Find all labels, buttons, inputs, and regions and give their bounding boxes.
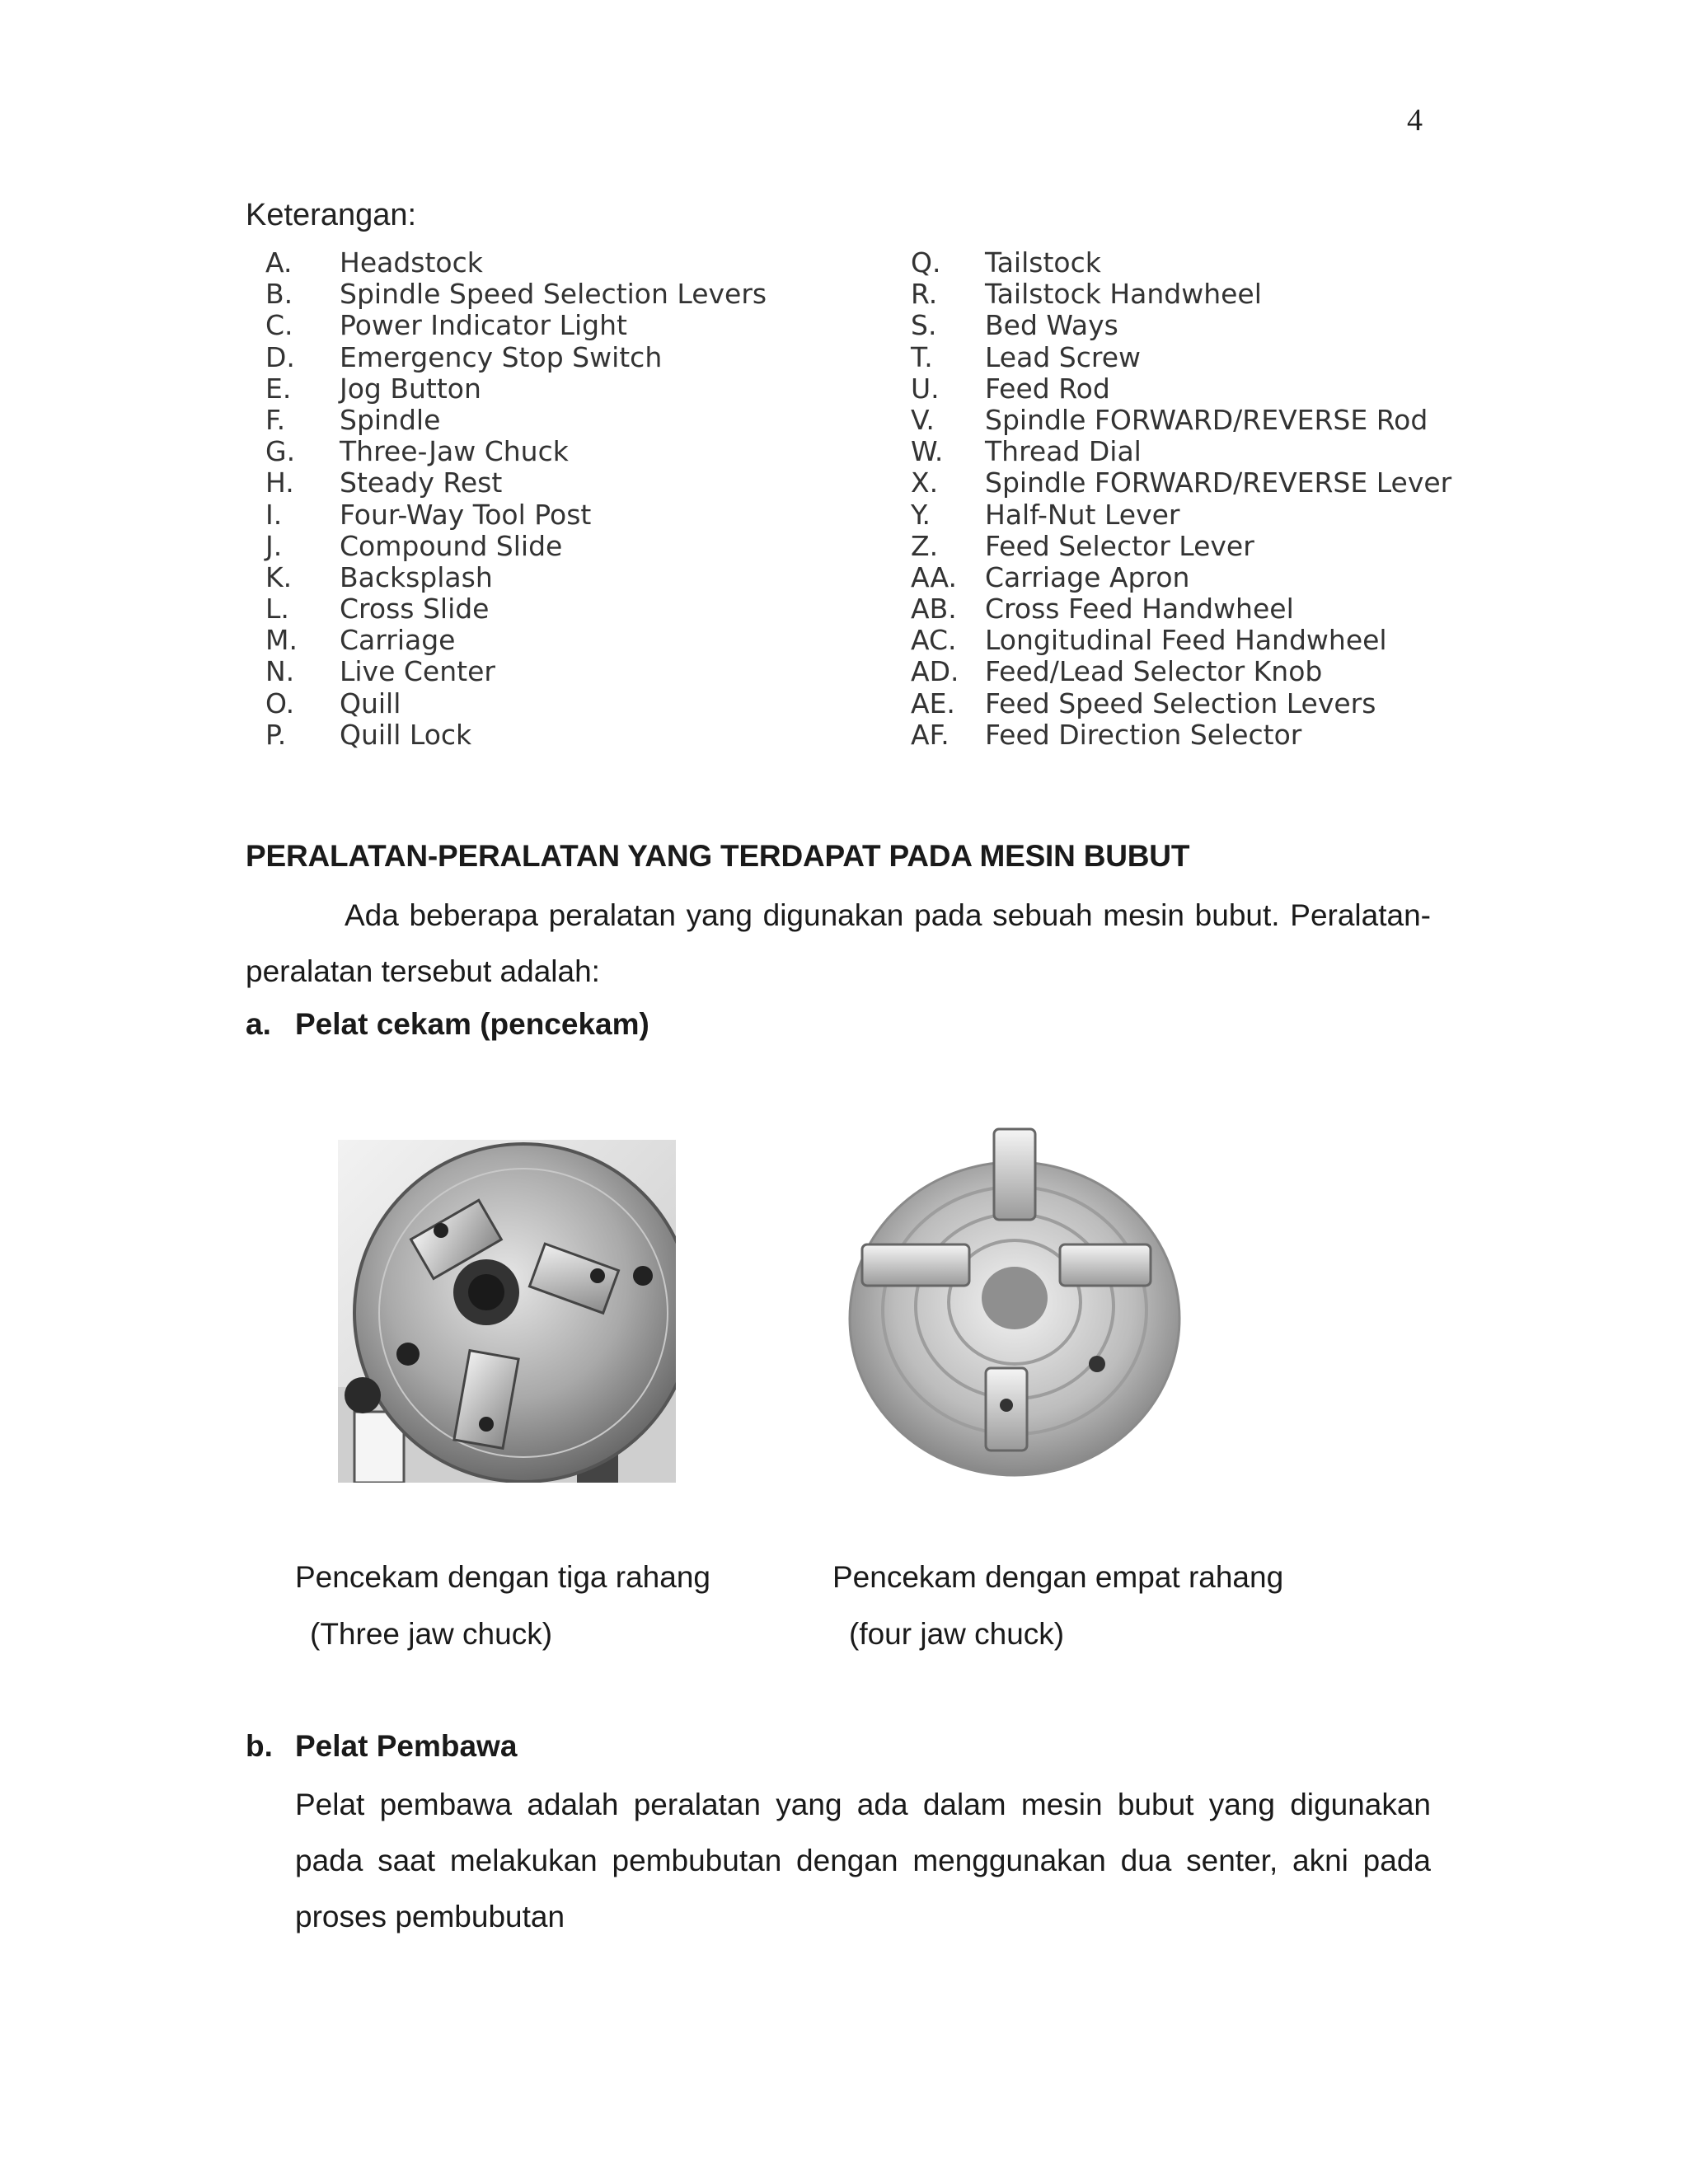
- pelat-pembawa-paragraph: Pelat pembawa adalah peralatan yang ada dalam mesin bubut yang digunakan pada saat melakukan pembubutan dengan menggunakan dua senter, akni pada proses pembubutan: [295, 1788, 1431, 1933]
- legend-row: [911, 373, 1451, 405]
- legend-label: Cross Feed Handwheel: [985, 593, 1294, 626]
- legend-label: Spindle FORWARD/REVERSE Rod: [985, 403, 1428, 436]
- legend-label: Spindle: [340, 403, 441, 436]
- list-item-title: Pelat cekam (pencekam): [295, 1007, 649, 1041]
- legend-letter: L.: [265, 593, 289, 626]
- legend-letter: AC.: [911, 624, 957, 657]
- legend-row: [911, 436, 1451, 467]
- legend-label: Compound Slide: [340, 529, 563, 562]
- legend-label: Emergency Stop Switch: [340, 340, 663, 373]
- legend-label: Feed Direction Selector: [985, 718, 1302, 751]
- legend-right-column: [911, 247, 1451, 751]
- legend-label: Lead Screw: [985, 340, 1141, 373]
- list-item-b: [246, 1729, 517, 1764]
- legend-row: [265, 310, 767, 341]
- legend-letter: AA.: [911, 560, 957, 593]
- legend-left-column: [265, 247, 767, 751]
- legend-letter: M.: [265, 624, 298, 657]
- legend-row: [265, 467, 767, 499]
- legend-row: [911, 593, 1451, 625]
- legend-letter: W.: [911, 435, 944, 468]
- legend-label: Jog Button: [340, 372, 481, 405]
- legend-letter: K.: [265, 560, 293, 593]
- legend-letter: Y.: [911, 498, 931, 531]
- legend-letter: Z.: [911, 529, 939, 562]
- legend-letter: D.: [265, 340, 295, 373]
- legend-label: Carriage: [340, 624, 456, 657]
- caption-three-jaw: Pencekam dengan tiga rahang: [295, 1560, 710, 1594]
- legend-letter: Q.: [911, 246, 941, 279]
- legend-row: [265, 373, 767, 405]
- legend-letter: G.: [265, 435, 296, 468]
- legend-row: [265, 688, 767, 719]
- legend-row: [911, 531, 1451, 562]
- legend-letter: O.: [265, 687, 295, 719]
- legend-label: Feed Rod: [985, 372, 1110, 405]
- legend-letter: P.: [265, 718, 287, 751]
- legend-letter: I.: [265, 498, 283, 531]
- page-number: 4: [1407, 103, 1423, 138]
- list-item-title: Pelat Pembawa: [295, 1729, 518, 1763]
- caption-three-jaw-english: (Three jaw chuck): [310, 1617, 553, 1651]
- legend-letter: J.: [265, 529, 283, 562]
- legend-row: [265, 405, 767, 436]
- legend-row: [265, 656, 767, 687]
- legend-row: [911, 656, 1451, 687]
- legend-label: Headstock: [340, 246, 483, 279]
- legend-letter: S.: [911, 309, 937, 342]
- legend-label: Quill: [340, 687, 401, 719]
- legend-row: [265, 625, 767, 656]
- legend-letter: F.: [265, 403, 286, 436]
- legend-row: [911, 279, 1451, 310]
- legend-letter: AD.: [911, 655, 959, 688]
- legend-label: Carriage Apron: [985, 560, 1190, 593]
- legend-row: [911, 688, 1451, 719]
- legend-letter: AF.: [911, 718, 950, 751]
- section-heading: PERALATAN-PERALATAN YANG TERDAPAT PADA MESIN BUBUT: [246, 839, 1190, 873]
- legend-letter: B.: [265, 278, 293, 311]
- legend-label: Tailstock: [985, 246, 1101, 279]
- legend-label: Quill Lock: [340, 718, 472, 751]
- legend-label: Feed Selector Lever: [985, 529, 1254, 562]
- legend-row: [911, 467, 1451, 499]
- legend-label: Three-Jaw Chuck: [340, 435, 569, 468]
- legend-letter: AE.: [911, 687, 955, 719]
- legend-label: Feed/Lead Selector Knob: [985, 655, 1323, 688]
- legend-label: Steady Rest: [340, 466, 503, 499]
- legend-letter: E.: [265, 372, 292, 405]
- caption-four-jaw: Pencekam dengan empat rahang: [832, 1560, 1284, 1594]
- legend-label: Cross Slide: [340, 593, 490, 626]
- legend-label: Bed Ways: [985, 309, 1118, 342]
- legend-row: [265, 531, 767, 562]
- legend-row: [911, 342, 1451, 373]
- legend-label: Backsplash: [340, 560, 493, 593]
- legend-letter: T.: [911, 340, 933, 373]
- legend-letter: AB.: [911, 593, 957, 626]
- legend-label: Tailstock Handwheel: [985, 278, 1262, 311]
- legend-row: [265, 499, 767, 531]
- caption-four-jaw-english: (four jaw chuck): [849, 1617, 1065, 1651]
- list-marker: b.: [246, 1729, 273, 1763]
- legend-letter: R.: [911, 278, 938, 311]
- keterangan-label: Keterangan:: [246, 198, 417, 232]
- legend-row: [911, 310, 1451, 341]
- legend-label: Spindle FORWARD/REVERSE Lever: [985, 466, 1452, 499]
- legend-label: Half-Nut Lever: [985, 498, 1180, 531]
- legend-letter: H.: [265, 466, 294, 499]
- four-jaw-chuck-image: [837, 1121, 1192, 1492]
- legend-row: [911, 499, 1451, 531]
- legend-row: [265, 247, 767, 279]
- legend-row: [911, 562, 1451, 593]
- list-marker: a.: [246, 1007, 271, 1041]
- legend-row: [265, 342, 767, 373]
- legend-row: [265, 719, 767, 751]
- legend-row: [265, 593, 767, 625]
- legend-row: [911, 247, 1451, 279]
- list-item-a: [246, 1007, 649, 1042]
- legend-label: Spindle Speed Selection Levers: [340, 278, 767, 311]
- legend-row: [911, 719, 1451, 751]
- legend-row: [265, 436, 767, 467]
- legend-letter: A.: [265, 246, 293, 279]
- legend-label: Feed Speed Selection Levers: [985, 687, 1376, 719]
- legend-letter: X.: [911, 466, 939, 499]
- three-jaw-chuck-image: [338, 1140, 676, 1483]
- legend-label: Four-Way Tool Post: [340, 498, 592, 531]
- legend-row: [265, 279, 767, 310]
- legend-label: Power Indicator Light: [340, 309, 627, 342]
- intro-paragraph: Ada beberapa peralatan yang digunakan pada sebuah mesin bubut. Peralatan-peralatan tersebut adalah:: [246, 898, 1431, 988]
- legend-label: Live Center: [340, 655, 495, 688]
- legend-row: [265, 562, 767, 593]
- legend-letter: V.: [911, 403, 935, 436]
- legend-letter: U.: [911, 372, 940, 405]
- legend-row: [911, 405, 1451, 436]
- legend-letter: N.: [265, 655, 295, 688]
- legend-letter: C.: [265, 309, 293, 342]
- legend-label: Longitudinal Feed Handwheel: [985, 624, 1387, 657]
- legend-label: Thread Dial: [985, 435, 1142, 468]
- legend-row: [911, 625, 1451, 656]
